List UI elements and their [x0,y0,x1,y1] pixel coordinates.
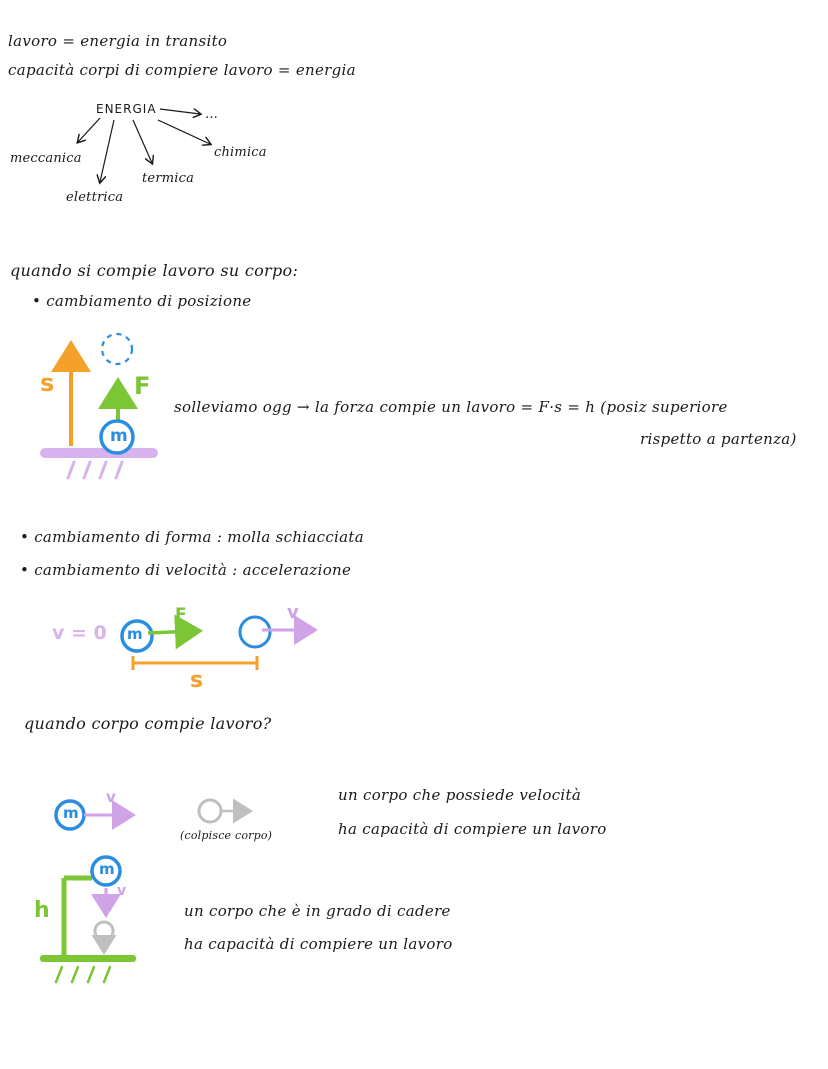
section2-text-b-line-1: un corpo che è in grado di cadere [184,902,451,920]
section1-bullet-velocity: • cambiamento di velocità : accelerazione [20,561,352,579]
hit-body-circle [199,800,221,822]
arrow-to-elettrica [100,120,114,182]
arrow-to-chimica [158,120,210,144]
section1-bullet-shape: • cambiamento di forma : molla schiacciata [20,528,364,546]
section2-text-a-line-1: un corpo che possiede velocità [338,786,582,804]
energy-ellipsis: ... [205,107,218,122]
energy-tree-arrows [78,109,210,182]
fall-h-label: h [34,898,50,923]
accel-mass-end [240,617,270,647]
section2-text-b-line-2: ha capacità di compiere un lavoro [184,935,453,953]
section2-text-a-line-2: ha capacità di compiere un lavoro [338,820,607,838]
accel-s-label: s [190,668,204,693]
section1-title: quando si compie lavoro su corpo: [10,261,299,280]
lift-target-circle [102,334,132,364]
energy-root-label: ENERGIA [96,102,157,116]
lift-explanation-line-1: solleviamo ogg → la forza compie un lavoro = F·s = h (posiz superiore [174,398,728,416]
energy-branch-meccanica: meccanica [10,151,82,166]
lift-ground [40,448,158,458]
intro-line-2: capacità corpi di compiere lavoro = energia [8,61,356,79]
fall-ghost-circle [95,922,113,940]
accel-f-label: F [175,605,187,625]
hit-body-note: (colpisce corpo) [180,829,273,842]
lift-s-label: s [40,369,55,397]
lift-m-label: m [110,426,128,446]
lift-hatch [68,462,122,478]
accel-m-label: m [127,625,143,643]
section2-title: quando corpo compie lavoro? [24,714,272,733]
falling-body-figure [40,857,136,982]
energy-branch-elettrica: elettrica [66,190,124,205]
arrow-to-ellipsis [160,109,200,114]
lift-explanation-line-2: rispetto a partenza) [640,430,797,448]
moving-body-figure [56,800,248,829]
energy-branch-chimica: chimica [214,145,267,160]
section1-bullet-position: • cambiamento di posizione [32,292,252,310]
fall-ground [40,955,136,962]
arrow-to-termica [133,120,152,163]
moving-v-label: v [106,788,116,806]
lift-figure [40,334,158,478]
accel-v-label: v [287,602,299,623]
accel-v0-label: v = 0 [52,622,107,644]
arrow-to-meccanica [78,118,100,142]
accel-force-arrow [148,631,196,633]
fall-v-label: v [117,883,127,899]
lift-f-label: F [134,372,151,400]
fall-m-label: m [99,860,115,878]
intro-line-1: lavoro = energia in transito [8,32,228,50]
accel-figure [122,617,312,670]
fall-hatch [56,967,110,982]
moving-m-label: m [63,804,79,822]
energy-branch-termica: termica [142,171,195,186]
